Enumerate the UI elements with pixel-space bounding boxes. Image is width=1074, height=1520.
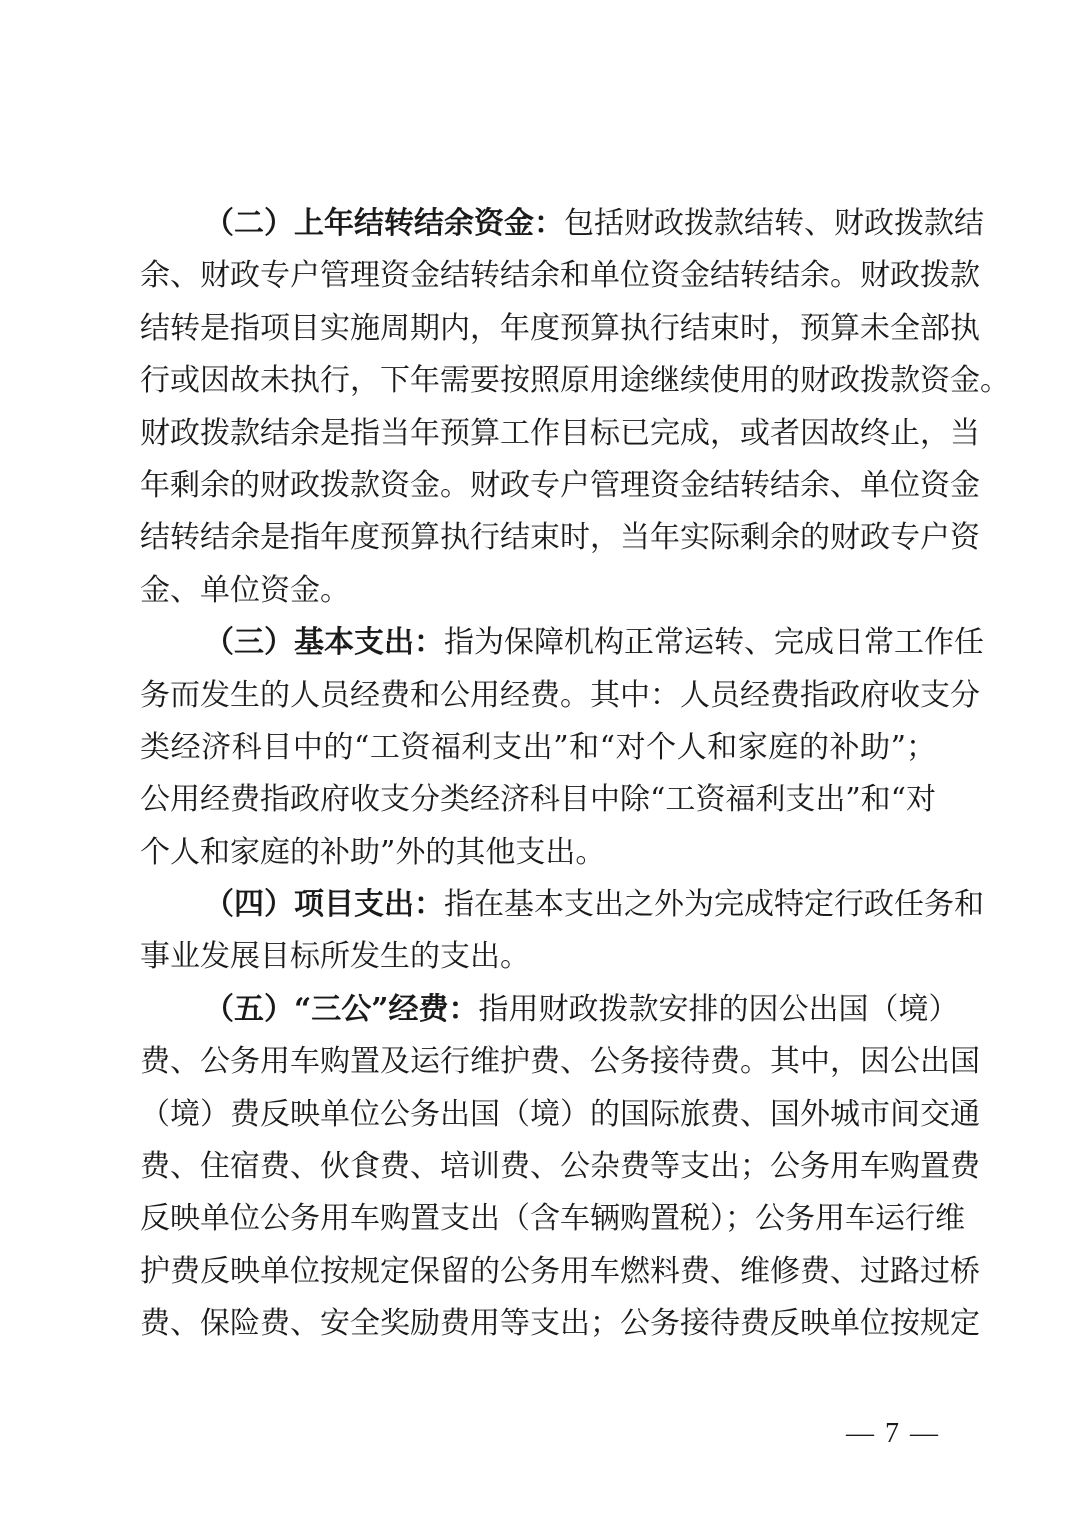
- text-line: [140, 250, 980, 302]
- text-line: [140, 512, 980, 564]
- text-line: [140, 1298, 980, 1350]
- body-text: 财政拨款结余是指当年预算工作目标已完成，或者因故终止，当: [140, 415, 980, 451]
- body-text: 包括财政拨款结转、财政拨款结: [564, 206, 984, 241]
- body-text: 结转结余是指年度预算执行结束时，当年实际剩余的财政专户资: [140, 520, 980, 556]
- text-line: [140, 931, 936, 983]
- body-text: 费、住宿费、伙食费、培训费、公杂费等支出；公务用车购置费: [140, 1149, 980, 1185]
- text-line: [140, 670, 980, 722]
- body-text: 事业发展目标所发生的支出。: [140, 939, 530, 975]
- document-body: [140, 198, 1010, 1351]
- text-line: [140, 1193, 965, 1245]
- body-text: 余、财政专户管理资金结转结余和单位资金结转结余。财政拨款: [140, 258, 980, 294]
- text-line: [140, 1246, 980, 1298]
- body-text: 指用财政拨款安排的因公出国（境）: [478, 991, 959, 1027]
- section-heading: （五）“三公”经费：: [204, 991, 479, 1027]
- body-text: 金、单位资金。: [140, 572, 350, 608]
- body-text: 指为保障机构正常运转、完成日常工作任: [444, 625, 984, 661]
- text-line: [140, 774, 936, 826]
- section-heading: （二）上年结转结余资金：: [204, 206, 564, 241]
- text-line: [140, 879, 984, 931]
- body-text: （境）费反映单位公务出国（境）的国际旅费、国外城市间交通: [140, 1096, 980, 1132]
- text-line: [140, 827, 936, 879]
- body-text: 个人和家庭的补助”外的其他支出。: [140, 834, 606, 870]
- text-line: [140, 1036, 980, 1088]
- text-line: [140, 1141, 980, 1193]
- body-text: 公用经费指政府收支分类经济科目中除“工资福利支出”和“对: [140, 782, 937, 818]
- body-text: 指在基本支出之外为完成特定行政任务和: [444, 887, 984, 923]
- body-text: 结转是指项目实施周期内，年度预算执行结束时，预算未全部执: [140, 310, 980, 346]
- text-line: [140, 984, 959, 1036]
- body-text: 费、公务用车购置及运行维护费、公务接待费。其中，因公出国: [140, 1044, 980, 1080]
- section-heading: （三）基本支出：: [204, 625, 444, 661]
- text-line: [140, 722, 936, 774]
- text-line: [140, 303, 980, 355]
- text-line: [140, 565, 936, 617]
- text-line: [140, 460, 980, 512]
- body-text: 护费反映单位按规定保留的公务用车燃料费、维修费、过路过桥: [140, 1253, 980, 1289]
- body-text: 行或因故未执行，下年需要按照原用途继续使用的财政拨款资金。: [140, 363, 1010, 399]
- page-number: — 7 —: [846, 1418, 940, 1449]
- body-text: 年剩余的财政拨款资金。财政专户管理资金结转结余、单位资金: [140, 467, 980, 503]
- body-text: 费、保险费、安全奖励费用等支出；公务接待费反映单位按规定: [140, 1306, 980, 1342]
- text-line: [140, 408, 980, 460]
- body-text: 务而发生的人员经费和公用经费。其中：人员经费指政府收支分: [140, 677, 980, 713]
- body-text: 类经济科目中的“工资福利支出”和“对个人和家庭的补助”；: [140, 729, 936, 765]
- section-heading: （四）项目支出：: [204, 887, 444, 923]
- text-line: [140, 1089, 980, 1141]
- text-line: [140, 355, 1010, 407]
- text-line: [140, 198, 984, 250]
- body-text: 反映单位公务用车购置支出（含车辆购置税）；公务用车运行维: [140, 1201, 965, 1237]
- text-line: [140, 617, 984, 669]
